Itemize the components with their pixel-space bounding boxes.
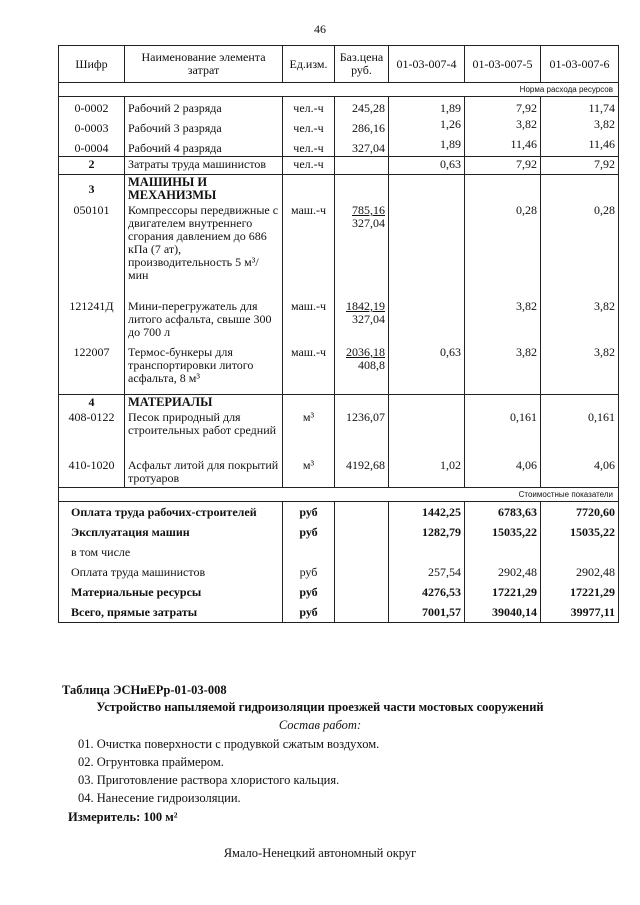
totals-row	[59, 602, 619, 623]
row-code: 410-1020	[59, 458, 125, 488]
totals-unit: руб	[283, 522, 335, 542]
row-code: 121241Д	[59, 295, 125, 340]
row-v6: 3,82	[541, 117, 619, 137]
row-code: 408-0122	[59, 410, 125, 458]
row-code: 0-0002	[59, 97, 125, 117]
row-code: 2	[59, 157, 125, 175]
row-price: 327,04	[335, 137, 389, 157]
row-v4: 0,63	[389, 157, 465, 175]
group-code: 4	[59, 394, 125, 410]
row-name: Термос-бункеры для транспортировки литого асфальта, 8 м³	[125, 340, 283, 394]
table-row	[59, 340, 619, 394]
work-item: 02. Огрунтовка праймером.	[78, 755, 224, 769]
row-v6: 4,06	[541, 458, 619, 488]
row-unit: чел.-ч	[283, 137, 335, 157]
totals-v6: 2902,48	[541, 562, 619, 582]
row-name: Рабочий 3 разряда	[125, 117, 283, 137]
row-v6: 3,82	[541, 340, 619, 394]
row-price: 245,28	[335, 97, 389, 117]
row-v5: 3,82	[465, 295, 541, 340]
resource-table	[58, 45, 619, 623]
table-row	[59, 458, 619, 488]
totals-name: Эксплуатация машин	[59, 522, 283, 542]
totals-row	[59, 582, 619, 602]
header-col-4: 01-03-007-4	[389, 46, 465, 83]
row-name: Рабочий 4 разряда	[125, 137, 283, 157]
section-cost-row	[59, 488, 619, 502]
totals-v6: 39977,11	[541, 602, 619, 623]
totals-name: Оплата труда рабочих-строителей	[59, 502, 283, 523]
row-name: Мини-перегружатель для литого асфальта, свыше 300 до 700 л	[125, 295, 283, 340]
row-name: Затраты труда машинистов	[125, 157, 283, 175]
row-v4: 1,02	[389, 458, 465, 488]
totals-v6: 15035,22	[541, 522, 619, 542]
row-v5: 7,92	[465, 157, 541, 175]
row-v5: 0,28	[465, 203, 541, 295]
table-row	[59, 203, 619, 295]
totals-name: Материальные ресурсы	[59, 582, 283, 602]
row-v5: 7,92	[465, 97, 541, 117]
section-cost-label: Стоимостные показатели	[59, 488, 619, 502]
row-v5: 4,06	[465, 458, 541, 488]
table-row	[59, 410, 619, 458]
row-code: 122007	[59, 340, 125, 394]
row-price-operator: 327,04	[352, 216, 385, 230]
row-price: 286,16	[335, 117, 389, 137]
section-norm-label: Норма расхода ресурсов	[59, 83, 619, 97]
row-price-operator: 408,8	[358, 358, 385, 372]
row-price: 1842,19	[346, 299, 385, 313]
row-v6: 0,161	[541, 410, 619, 458]
row-v4: 1,26	[389, 117, 465, 137]
row-unit: чел.-ч	[283, 117, 335, 137]
header-price: Баз.цена руб.	[335, 46, 389, 83]
page-footer: Ямало-Ненецкий автономный округ	[223, 846, 417, 860]
totals-row	[59, 522, 619, 542]
row-unit: чел.-ч	[283, 97, 335, 117]
row-unit: маш.-ч	[283, 203, 335, 295]
group-code: 3	[59, 175, 125, 204]
row-name: Рабочий 2 разряда	[125, 97, 283, 117]
measure-unit: Измеритель: 100 м²	[68, 810, 178, 824]
next-table-label: Таблица ЭСНиЕРр-01-03-008	[62, 683, 227, 697]
row-v6: 3,82	[541, 295, 619, 340]
totals-v4: 7001,57	[389, 602, 465, 623]
header-name: Наименование элемента затрат	[125, 46, 283, 83]
row-v4	[389, 295, 465, 340]
work-item: 04. Нанесение гидроизоляции.	[78, 791, 241, 805]
row-code: 050101	[59, 203, 125, 295]
row-v5: 0,161	[465, 410, 541, 458]
group-header-row	[59, 175, 619, 204]
work-item: 03. Приготовление раствора хлористого кальция.	[78, 773, 340, 787]
row-unit: маш.-ч	[283, 340, 335, 394]
table-row	[59, 137, 619, 157]
totals-v6: 17221,29	[541, 582, 619, 602]
row-v4: 1,89	[389, 97, 465, 117]
row-unit: чел.-ч	[283, 157, 335, 175]
totals-v5: 17221,29	[465, 582, 541, 602]
row-v5: 11,46	[465, 137, 541, 157]
row-v6: 0,28	[541, 203, 619, 295]
totals-v6: 7720,60	[541, 502, 619, 523]
totals-v5: 6783,63	[465, 502, 541, 523]
totals-v5: 2902,48	[465, 562, 541, 582]
table-row	[59, 97, 619, 117]
works-heading: Состав работ:	[278, 718, 362, 732]
row-v6: 7,92	[541, 157, 619, 175]
totals-v4: 1282,79	[389, 522, 465, 542]
totals-row	[59, 542, 619, 562]
row-code: 0-0003	[59, 117, 125, 137]
row-v4: 0,63	[389, 340, 465, 394]
table-row	[59, 117, 619, 137]
row-price: 785,16	[352, 203, 385, 217]
work-item: 01. Очистка поверхности с продувкой сжатым воздухом.	[78, 737, 380, 751]
table-row	[59, 157, 619, 175]
next-table-title: Устройство напыляемой гидроизоляции проезжей части мостовых сооружений	[96, 700, 544, 714]
totals-v4: 257,54	[389, 562, 465, 582]
row-unit: м³	[283, 458, 335, 488]
group-title: МАШИНЫ И МЕХАНИЗМЫ	[125, 175, 283, 204]
totals-v5: 39040,14	[465, 602, 541, 623]
row-v4	[389, 203, 465, 295]
section-norm-row	[59, 83, 619, 97]
row-v6: 11,74	[541, 97, 619, 117]
row-v4: 1,89	[389, 137, 465, 157]
totals-name: в том числе	[59, 542, 283, 562]
totals-unit: руб	[283, 562, 335, 582]
row-unit: м³	[283, 410, 335, 458]
row-v5: 3,82	[465, 340, 541, 394]
totals-v5: 15035,22	[465, 522, 541, 542]
totals-unit: руб	[283, 582, 335, 602]
totals-unit: руб	[283, 602, 335, 623]
header-code: Шифр	[59, 46, 125, 83]
table-header-row	[59, 46, 619, 83]
group-title: МАТЕРИАЛЫ	[125, 394, 283, 410]
row-unit: маш.-ч	[283, 295, 335, 340]
row-v4	[389, 410, 465, 458]
row-price	[335, 157, 389, 175]
row-price: 2036,18	[346, 345, 385, 359]
row-name: Компрессоры передвижные с двигателем внутреннего сгорания давлением до 686 кПа (7 ат), производительность 5 м³/мин	[125, 203, 283, 295]
row-name: Песок природный для строительных работ средний	[125, 410, 283, 458]
row-v6: 11,46	[541, 137, 619, 157]
table-row	[59, 295, 619, 340]
header-col-6: 01-03-007-6	[541, 46, 619, 83]
totals-row	[59, 562, 619, 582]
page-number: 46	[314, 22, 326, 36]
totals-name: Всего, прямые затраты	[59, 602, 283, 623]
row-price: 4192,68	[335, 458, 389, 488]
header-unit: Ед.изм.	[283, 46, 335, 83]
row-name: Асфальт литой для покрытий тротуаров	[125, 458, 283, 488]
group-header-row	[59, 394, 619, 410]
totals-name: Оплата труда машинистов	[59, 562, 283, 582]
row-v5: 3,82	[465, 117, 541, 137]
totals-row	[59, 502, 619, 523]
totals-v4: 1442,25	[389, 502, 465, 523]
row-price-operator: 327,04	[352, 312, 385, 326]
totals-unit: руб	[283, 502, 335, 523]
header-col-5: 01-03-007-5	[465, 46, 541, 83]
totals-v4: 4276,53	[389, 582, 465, 602]
row-code: 0-0004	[59, 137, 125, 157]
row-price: 1236,07	[335, 410, 389, 458]
